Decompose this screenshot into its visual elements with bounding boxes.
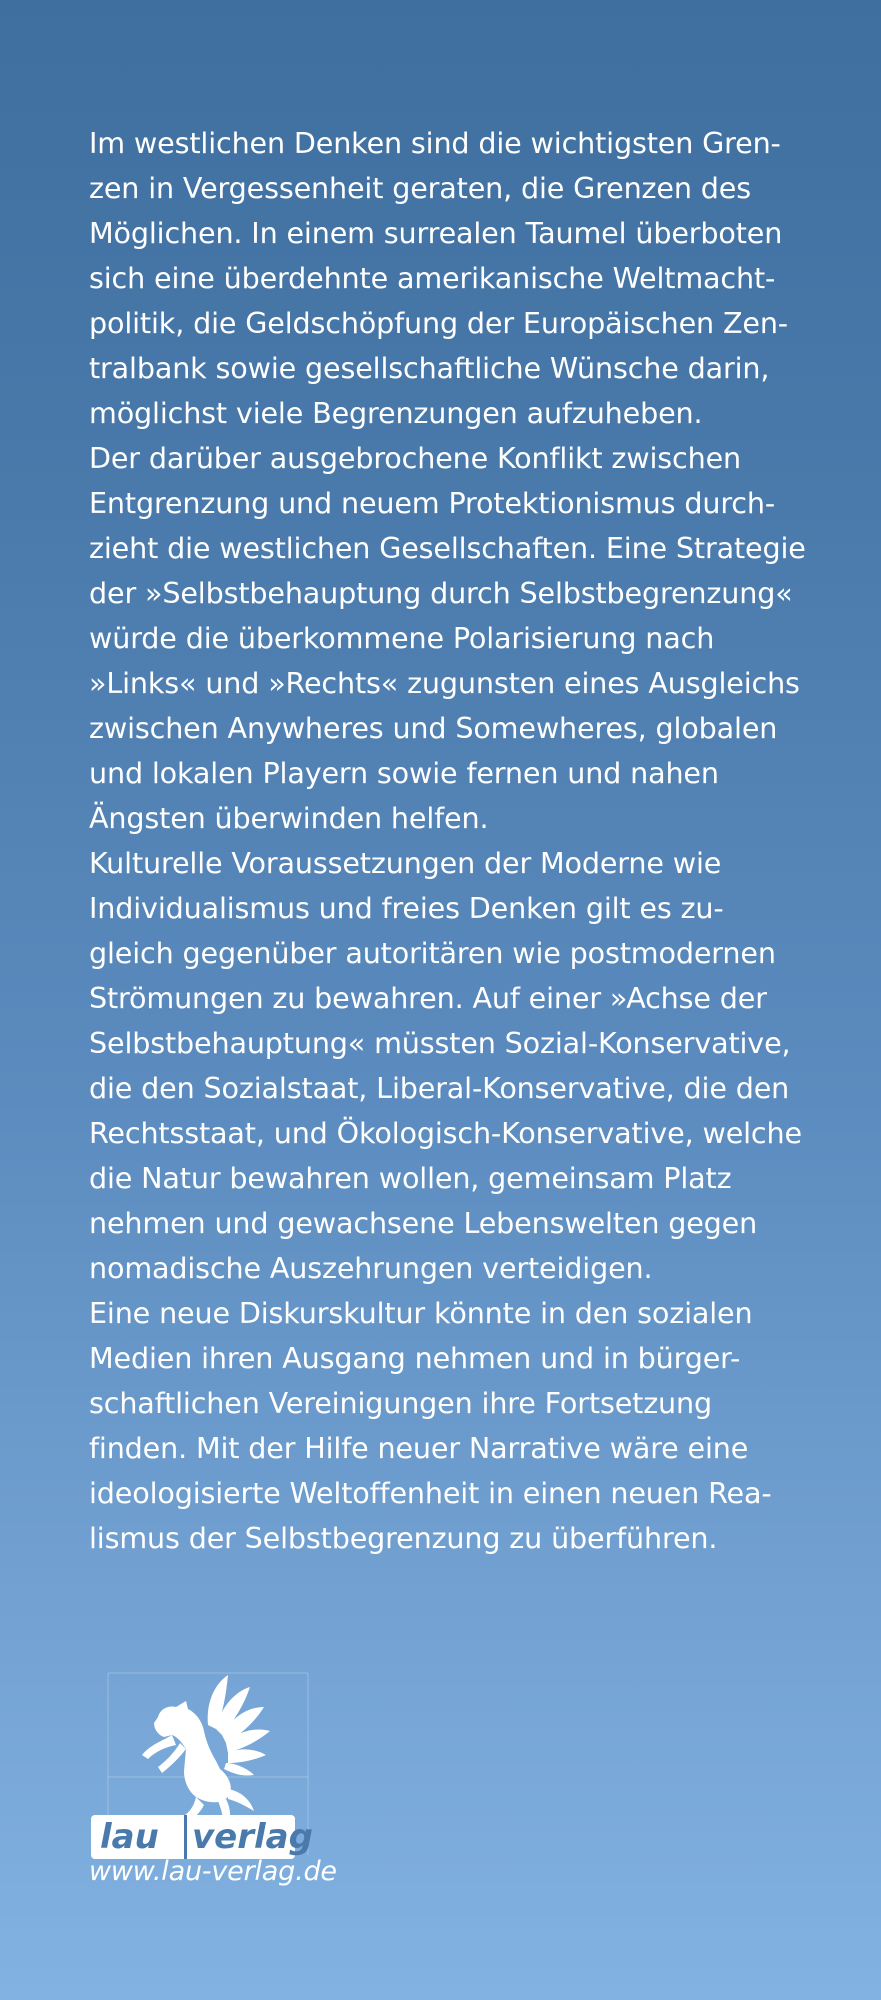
logo-text-lau: lau bbox=[100, 1817, 159, 1857]
text-line: »Links« und »Rechts« zugunsten eines Ausgleichs bbox=[89, 666, 800, 700]
text-line: zen in Vergessenheit geraten, die Grenzen des bbox=[89, 171, 751, 205]
text-line: Selbstbehauptung« müssten Sozial-Konservative, bbox=[89, 1026, 791, 1060]
paragraph-3 bbox=[89, 841, 801, 1291]
text-line: Eine neue Diskurskultur könnte in den sozialen bbox=[89, 1296, 753, 1330]
text-line: Im westlichen Denken sind die wichtigsten Gren- bbox=[89, 126, 781, 160]
blurb-text bbox=[89, 121, 806, 1561]
text-line: zieht die westlichen Gesellschaften. Eine Strategie bbox=[89, 531, 806, 565]
text-line: gleich gegenüber autoritären wie postmodernen bbox=[89, 936, 776, 970]
text-line: der »Selbstbehauptung durch Selbstbegrenzung« bbox=[89, 576, 793, 610]
text-line: nehmen und gewachsene Lebenswelten gegen bbox=[89, 1206, 758, 1240]
text-line: Der darüber ausgebrochene Konflikt zwischen bbox=[89, 441, 741, 475]
winged-horse-icon bbox=[88, 1665, 318, 1865]
text-line: schaftlichen Vereinigungen ihre Fortsetzung bbox=[89, 1386, 713, 1420]
text-line: zwischen Anywheres und Somewheres, globalen bbox=[89, 711, 778, 745]
text-line: Möglichen. In einem surrealen Taumel überboten bbox=[89, 216, 783, 250]
text-line: Entgrenzung und neuem Protektionismus durch- bbox=[89, 486, 776, 520]
text-line: würde die überkommene Polarisierung nach bbox=[89, 621, 715, 655]
paragraph-4 bbox=[89, 1291, 801, 1561]
logo-text-verlag: verlag bbox=[192, 1817, 313, 1857]
text-line: Strömungen zu bewahren. Auf einer »Achse der bbox=[89, 981, 767, 1015]
text-line: Individualismus und freies Denken gilt es zu- bbox=[89, 891, 724, 925]
text-line: Kulturelle Voraussetzungen der Moderne wie bbox=[89, 846, 722, 880]
text-line: finden. Mit der Hilfe neuer Narrative wäre eine bbox=[89, 1431, 749, 1465]
text-line: tralbank sowie gesellschaftliche Wünsche darin, bbox=[89, 351, 770, 385]
text-line: Medien ihren Ausgang nehmen und in bürger- bbox=[89, 1341, 741, 1375]
text-line: nomadische Auszehrungen verteidigen. bbox=[89, 1251, 653, 1285]
text-line: sich eine überdehnte amerikanische Weltmacht- bbox=[89, 261, 776, 295]
publisher-logo bbox=[88, 1665, 318, 1865]
paragraph-1 bbox=[89, 121, 801, 436]
paragraph-2 bbox=[89, 436, 806, 841]
text-line: politik, die Geldschöpfung der Europäischen Zen- bbox=[89, 306, 788, 340]
text-line: ideologisierte Weltoffenheit in einen neuen Rea- bbox=[89, 1476, 772, 1510]
text-line: die Natur bewahren wollen, gemeinsam Platz bbox=[89, 1161, 732, 1195]
text-line: die den Sozialstaat, Liberal-Konservative, die den bbox=[89, 1071, 790, 1105]
text-line: Ängsten überwinden helfen. bbox=[89, 801, 489, 835]
text-line: und lokalen Playern sowie fernen und nahen bbox=[89, 756, 719, 790]
publisher-url[interactable]: www.lau-verlag.de bbox=[89, 1856, 337, 1887]
text-line: möglichst viele Begrenzungen aufzuheben. bbox=[89, 396, 703, 430]
text-line: lismus der Selbstbegrenzung zu überführen. bbox=[89, 1521, 718, 1555]
text-line: Rechtsstaat, und Ökologisch-Konservative, welche bbox=[89, 1116, 802, 1150]
